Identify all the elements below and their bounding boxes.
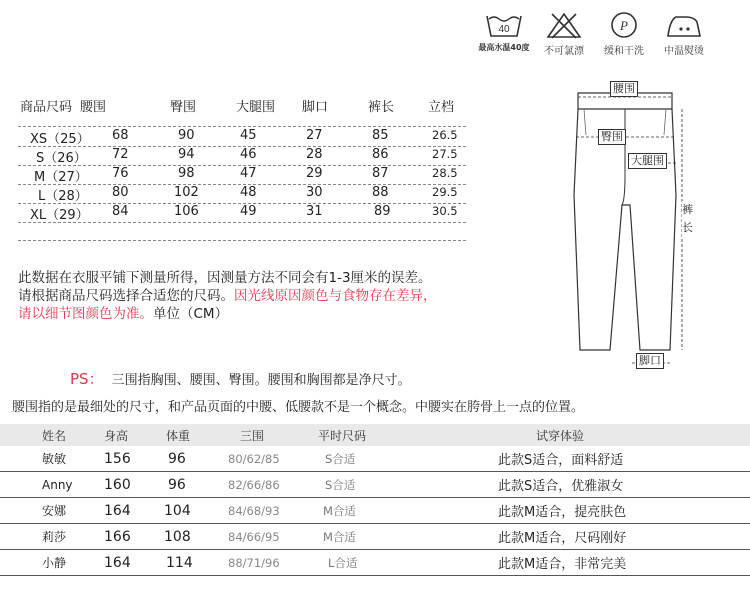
ps-label: PS： — [70, 370, 104, 388]
model-measurements: 80/62/85 — [228, 451, 280, 466]
col-size: 商品尺码 — [20, 100, 73, 115]
unit-text: 单位（CM） — [153, 306, 229, 322]
cell-length: 88 — [372, 185, 389, 200]
col-name: 姓名 — [42, 428, 67, 443]
model-row — [0, 446, 750, 472]
model-height: 160 — [104, 476, 131, 493]
col-fit-experience: 试穿体验 — [536, 428, 585, 443]
cell-size: XL（29） — [30, 208, 89, 223]
col-rise: 立档 — [428, 100, 455, 115]
col-weight: 体重 — [166, 428, 191, 443]
cell-waist: 76 — [112, 166, 129, 181]
model-name: 安娜 — [42, 504, 67, 518]
model-fit-note: 此款M适合，尺码刚好 — [498, 531, 627, 546]
cell-hem: 28 — [306, 147, 323, 162]
model-fit-note: 此款S适合，面料舒适 — [498, 453, 624, 468]
divider — [18, 240, 466, 241]
cell-thigh: 45 — [240, 128, 257, 143]
model-usual-size: S合适 — [325, 451, 356, 466]
model-fit-note: 此款S适合，优雅淑女 — [498, 479, 624, 494]
color-warning-text: 因光线原因颜色与食物存在差异， — [234, 288, 437, 304]
cell-length: 89 — [374, 204, 391, 219]
dry-clean-letter: P — [620, 18, 628, 33]
unit-note — [18, 302, 228, 322]
pants-diagram — [570, 75, 710, 379]
model-measurements: 88/71/96 — [228, 555, 280, 570]
model-usual-size: S合适 — [325, 477, 356, 492]
cell-hem: 31 — [306, 204, 323, 219]
col-waist: 腰围 — [80, 100, 107, 115]
care-wash-label: 最高水温40度 — [478, 43, 530, 52]
cell-hip: 90 — [178, 128, 195, 143]
size-advice-note — [18, 284, 437, 304]
cell-waist: 68 — [112, 128, 129, 143]
cell-hip: 102 — [174, 185, 199, 200]
cell-rise: 26.5 — [432, 128, 458, 142]
cell-length: 86 — [372, 147, 389, 162]
care-bleach — [536, 10, 592, 57]
col-hem: 脚口 — [302, 100, 329, 115]
model-name: 敏敏 — [42, 452, 67, 466]
cell-hem: 27 — [306, 128, 323, 143]
cell-size: L（28） — [38, 189, 88, 204]
model-name: 小静 — [42, 556, 67, 570]
cell-waist: 72 — [112, 147, 129, 162]
cell-size: XS（25） — [30, 132, 90, 147]
care-iron-label: 中温熨烫 — [664, 46, 704, 57]
cell-length: 87 — [372, 166, 389, 181]
col-usual-size: 平时尺码 — [318, 428, 367, 443]
model-row — [0, 498, 750, 524]
cell-thigh: 48 — [240, 185, 257, 200]
model-weight: 96 — [168, 476, 186, 493]
model-height: 156 — [104, 450, 131, 467]
cell-length: 85 — [372, 128, 389, 143]
col-hip: 臀围 — [170, 100, 197, 115]
model-height: 166 — [104, 528, 131, 545]
cell-hem: 30 — [306, 185, 323, 200]
cell-hip: 94 — [178, 147, 195, 162]
col-height: 身高 — [104, 428, 129, 443]
col-thigh: 大腿围 — [236, 100, 276, 115]
diagram-hip-label: 臀围 — [598, 129, 626, 145]
col-measurements: 三围 — [240, 428, 265, 443]
care-wash — [476, 10, 532, 53]
cell-thigh: 49 — [240, 204, 257, 219]
cell-rise: 30.5 — [432, 204, 458, 218]
model-height: 164 — [104, 554, 131, 571]
model-usual-size: M合适 — [323, 503, 356, 518]
cell-thigh: 46 — [240, 147, 257, 162]
cell-rise: 27.5 — [432, 147, 458, 161]
model-row — [0, 550, 750, 576]
care-dryclean-label: 缓和干洗 — [604, 46, 644, 57]
care-bleach-label: 不可氯漂 — [544, 46, 584, 57]
waist-definition-note: 腰围指的是最细处的尺寸，和产品页面的中腰、低腰款不是一个概念。中腰实在胯骨上一点的位置。 — [12, 400, 585, 415]
model-usual-size: L合适 — [328, 555, 358, 570]
no-bleach-icon — [544, 10, 584, 40]
wash-temp-text: 40 — [498, 24, 510, 35]
model-height: 164 — [104, 502, 131, 519]
col-length: 裤长 — [368, 100, 395, 115]
size-advice-text: 请根据商品尺码选择合适您的尺码。 — [18, 288, 234, 304]
model-weight: 104 — [164, 502, 191, 519]
model-weight: 108 — [164, 528, 191, 545]
model-measurements: 82/66/86 — [228, 477, 280, 492]
diagram-waist-label: 腰围 — [610, 81, 638, 97]
model-name: 莉莎 — [42, 530, 67, 544]
cell-hip: 98 — [178, 166, 195, 181]
measurement-note: 此数据在衣服平铺下测量所得，因测量方法不同会有1-3厘米的误差。 — [18, 270, 432, 286]
cell-size: S（26） — [36, 151, 87, 166]
cell-waist: 80 — [112, 185, 129, 200]
model-table-header — [0, 424, 750, 446]
dry-clean-icon — [604, 10, 644, 40]
cell-thigh: 47 — [240, 166, 257, 181]
care-dryclean — [596, 10, 652, 57]
model-weight: 114 — [166, 554, 193, 571]
care-iron — [656, 10, 712, 57]
model-fit-note: 此款M适合，提亮肤色 — [498, 505, 627, 520]
model-usual-size: M合适 — [323, 529, 356, 544]
color-reference-text: 请以细节图颜色为准。 — [18, 306, 153, 322]
model-name: Anny — [42, 477, 73, 492]
iron-icon — [664, 10, 704, 40]
model-measurements: 84/66/95 — [228, 529, 280, 544]
cell-hem: 29 — [306, 166, 323, 181]
divider — [18, 126, 466, 127]
cell-hip: 106 — [174, 204, 199, 219]
cell-waist: 84 — [112, 204, 129, 219]
diagram-length-label: 裤长 — [682, 201, 696, 237]
ps-note — [70, 368, 411, 389]
wash-40-icon — [484, 10, 524, 40]
model-row — [0, 472, 750, 498]
diagram-thigh-label: 大腿围 — [628, 153, 667, 169]
cell-size: M（27） — [34, 170, 88, 185]
cell-rise: 28.5 — [432, 166, 458, 180]
cell-rise: 29.5 — [432, 185, 458, 199]
ps-text: 三围指胸围、腰围、臀围。腰围和胸围都是净尺寸。 — [111, 373, 411, 388]
model-measurements: 84/68/93 — [228, 503, 280, 518]
model-weight: 96 — [168, 450, 186, 467]
model-fit-note: 此款M适合，非常完美 — [498, 557, 627, 572]
diagram-hem-label: 脚口 — [636, 353, 664, 369]
model-row — [0, 524, 750, 550]
